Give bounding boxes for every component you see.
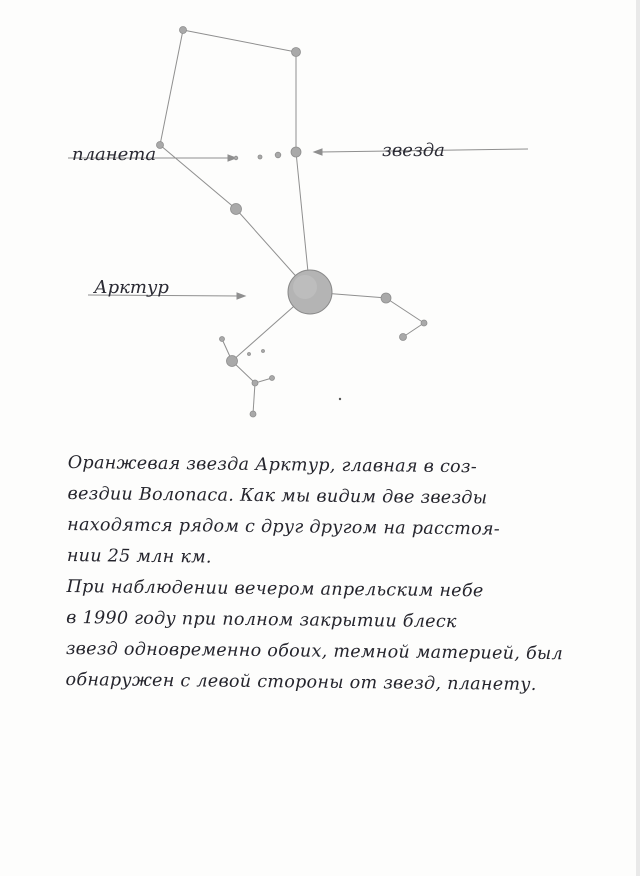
star-double-secondary <box>275 152 281 158</box>
star-left <box>157 142 164 149</box>
star-faint <box>258 155 262 159</box>
star-lower-branch <box>220 337 225 342</box>
star-lower-faint <box>248 353 251 356</box>
note-line: в 1990 году при полном закрытии блеск <box>66 607 457 633</box>
star-lower-tail <box>250 411 256 417</box>
label-planet: планета <box>72 144 157 165</box>
star-top-left <box>180 27 187 34</box>
note-line: При наблюдении вечером апрельским небе <box>66 576 484 602</box>
star-lower-faint-2 <box>262 350 265 353</box>
star-double-primary <box>291 147 301 157</box>
pencil-speck <box>339 398 341 400</box>
star-right-arm <box>381 293 391 303</box>
handwritten-notes <box>65 448 608 702</box>
star-right-arm-end <box>421 320 427 326</box>
note-line: находятся рядом с друг другом на расстоя- <box>67 514 501 540</box>
constellation-lines <box>160 30 424 414</box>
line-left-upper <box>160 30 183 145</box>
note-line: Оранжевая звезда Арктур, главная в соз- <box>67 452 478 478</box>
star-lower-tip <box>270 376 275 381</box>
arcturus-highlight <box>293 275 317 299</box>
star-top-right <box>292 48 301 57</box>
note-line: вездии Волопаса. Как мы видим две звезды <box>67 483 488 509</box>
note-line: обнаружен с левой стороны от звезд, планету. <box>65 669 537 695</box>
line-right-arm-2 <box>386 298 424 323</box>
star-mid-left <box>231 204 242 215</box>
label-arcturus: Арктур <box>94 277 169 298</box>
line-left-middle <box>160 145 236 209</box>
star-lower-left <box>227 356 238 367</box>
stars <box>157 27 428 418</box>
star-right-arm-low <box>400 334 407 341</box>
star-pointer-arrow <box>314 149 322 155</box>
note-line: звезд одновременно обоих, темной материей, был <box>65 638 564 665</box>
planet-dot <box>234 156 238 160</box>
star-lower-right <box>252 380 258 386</box>
label-star: звезда <box>382 140 445 161</box>
note-line: нии 25 млн км. <box>66 545 212 568</box>
line-lower-tail <box>253 383 255 414</box>
constellation-diagram <box>0 0 640 430</box>
arcturus-pointer-arrow <box>237 293 245 299</box>
line-top <box>183 30 296 52</box>
